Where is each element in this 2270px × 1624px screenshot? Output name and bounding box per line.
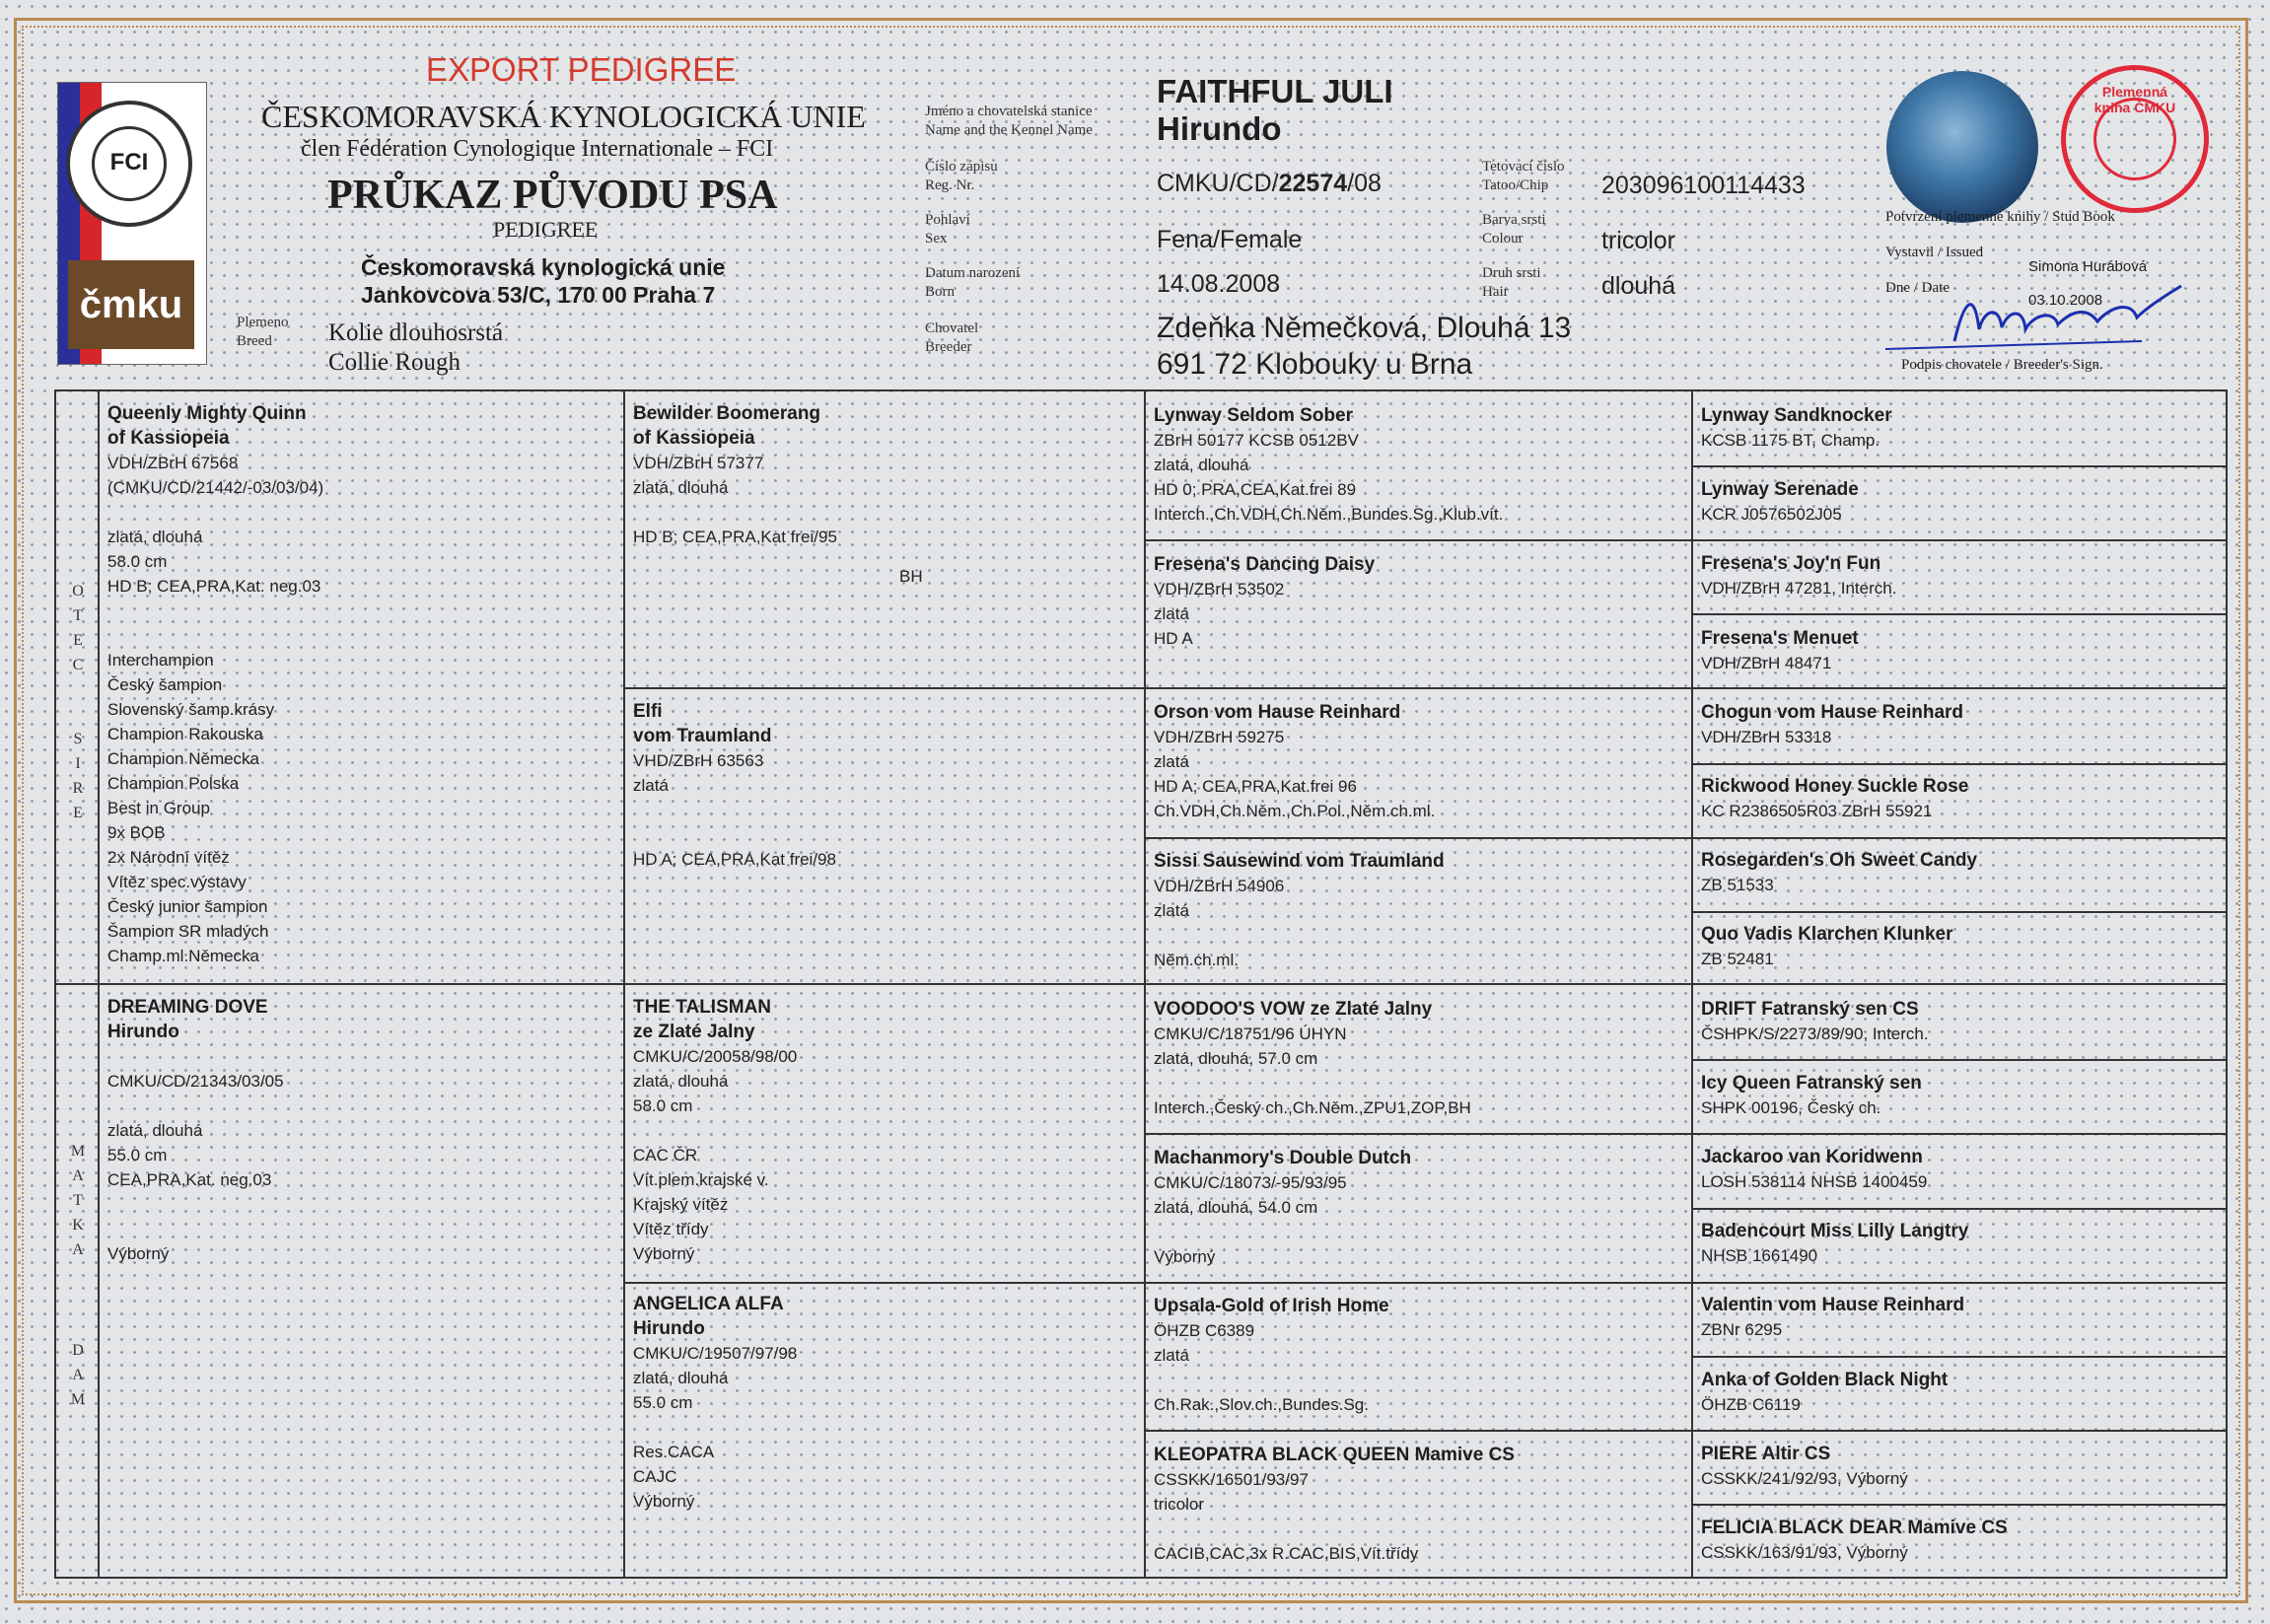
ancestor-detail [107, 1217, 615, 1241]
ancestor-gen2 [633, 995, 1136, 1266]
ancestor-detail: CSSKK/163/91/93, Výborný [1701, 1543, 1908, 1562]
ancestor-detail: zlatá, dlouhá, 57.0 cm [1154, 1049, 1318, 1068]
ancestor-detail: 55.0 cm [107, 1146, 168, 1165]
ancestor-gen3 [1154, 849, 1686, 972]
ancestor-name: Lynway Serenade [1701, 479, 1859, 501]
ancestor-detail: ZB 52481 [1701, 950, 1774, 969]
stud-book-label: Potvrzení plemenné knihy / Stud Book [1885, 209, 2115, 225]
breeder-sign-label: Podpis chovatele / Breeder's Sign. [1901, 357, 2103, 373]
tattoo-label: Tetovací číslo Tatoo/Chip [1482, 159, 1565, 193]
ancestor-detail: HD A; CEA,PRA,Kat.frei 96 [1154, 777, 1357, 796]
signature-icon [1885, 280, 2201, 359]
ancestor-detail: zlatá [633, 776, 669, 795]
org-name: ČESKOMORAVSKÁ KYNOLOGICKÁ UNIE [261, 99, 866, 134]
ancestor-detail: tricolor [1154, 1494, 1205, 1514]
ancestor-gen4 [1701, 1368, 2219, 1417]
fci-emblem-icon: FCI [66, 101, 192, 227]
ancestor-name: of Kassiopeia [107, 428, 230, 449]
ancestor-gen3 [1154, 997, 1686, 1120]
ancestor-detail: HD B; CEA,PRA,Kat frei/95 [633, 528, 837, 546]
ancestor-detail: VDH/ZBrH 48471 [1701, 653, 1832, 672]
ancestor-gen1 [107, 401, 615, 968]
ancestor-detail: Šampion SR mladých [107, 922, 269, 941]
ancestor-gen4 [1701, 403, 2219, 453]
ancestor-detail: Vít.plem.krajské v. [633, 1170, 769, 1189]
ancestor-detail [633, 500, 1136, 525]
reg-number: CMKU/CD/22574/08 [1157, 170, 1382, 197]
ancestor-detail: VDH/ZBrH 53318 [1701, 727, 1832, 746]
ancestor-detail: Interch.,Ch.VDH,Ch.Něm.,Bundes.Sg.,Klub.vít. [1154, 505, 1504, 524]
ancestor-name: ze Zlaté Jalny [633, 1022, 755, 1042]
ancestor-gen3 [1154, 1146, 1686, 1269]
ancestor-detail: HD A; CEA,PRA,Kat frei/98 [633, 850, 836, 869]
ancestor-name: vom Traumland [633, 726, 772, 746]
ancestor-detail: CEA,PRA,Kat. neg.03 [107, 1170, 272, 1189]
ancestor-gen3 [1154, 1443, 1686, 1566]
hair-value: dlouhá [1601, 272, 1676, 300]
ancestor-detail: ZBrH 50177 KCSB 0512BV [1154, 431, 1359, 450]
ancestor-detail [107, 1192, 615, 1217]
ancestor-name: VOODOO'S VOW ze Zlaté Jalny [1154, 999, 1433, 1020]
ancestor-name: Chogun vom Hause Reinhard [1701, 701, 1964, 723]
ancestor-detail: HD 0; PRA,CEA,Kat.frei 89 [1154, 480, 1357, 499]
export-title: EXPORT PEDIGREE [426, 51, 737, 88]
org-address-line2: Jankovcova 53/C, 170 00 Praha 7 [361, 282, 716, 308]
ancestor-detail: KCR J0576502J05 [1701, 505, 1842, 525]
ancestor-name: Fresena's Menuet [1701, 627, 1859, 649]
colour-value: tricolor [1601, 227, 1676, 254]
ancestor-name: Machanmory's Double Dutch [1154, 1147, 1412, 1168]
ancestor-gen3 [1154, 1294, 1686, 1417]
stud-book-stamp-icon: Plemenná kniha ČMKU [2061, 65, 2209, 213]
org-member: člen Fédération Cynologique Internationale – FCI [301, 136, 774, 162]
dog-name: FAITHFUL JULI [1157, 73, 1393, 109]
ancestor-gen4 [1701, 700, 2219, 749]
ancestor-detail [107, 1094, 615, 1118]
ancestor-name: Upsala-Gold of Irish Home [1154, 1296, 1389, 1316]
ancestor-name: Jackaroo van Koridwenn [1701, 1147, 1923, 1167]
breed-value-cz: Kolie dlouhosrstá [328, 319, 504, 346]
ancestor-name: DRIFT Fatranský sen CS [1701, 998, 1919, 1020]
ancestor-detail: zlatá, dlouhá [1154, 456, 1249, 474]
doc-title: PRŮKAZ PŮVODU PSA [327, 173, 778, 218]
side-label-sire-en: S I R E [72, 731, 84, 821]
ancestor-detail [107, 1044, 615, 1069]
ancestor-detail: KC R2386505R03 ZBrH 55921 [1701, 802, 1933, 820]
ancestor-detail: zlatá, dlouhá [633, 478, 729, 497]
cmku-emblem-icon: čmku [68, 260, 194, 349]
ancestor-gen3 [1154, 552, 1686, 651]
breed-value-en: Collie Rough [328, 349, 461, 376]
ancestor-gen2 [633, 401, 1136, 586]
ancestor-detail [1154, 1368, 1686, 1392]
org-address-line1: Českomoravská kynologická unie [361, 254, 726, 280]
ancestor-detail: VDH/ZBrH 53502 [1154, 579, 1285, 599]
colour-label: Barva srsti Colour [1482, 212, 1546, 247]
ancestor-detail: HD B; CEA,PRA,Kat. neg.03 [107, 577, 321, 596]
issued-by: Simona Hurábová [2028, 258, 2148, 275]
ancestor-gen4 [1701, 1516, 2219, 1565]
ancestor-name: ANGELICA ALFA [633, 1294, 784, 1314]
ancestor-name: Rosegarden's Oh Sweet Candy [1701, 850, 1978, 872]
tattoo-value: 203096100114433 [1601, 172, 1806, 199]
ancestor-detail: Výborný [107, 1244, 170, 1263]
ancestor-detail [107, 623, 615, 648]
ancestor-detail: CMKU/C/18751/96 ÚHYN [1154, 1024, 1347, 1043]
ancestor-detail: 55.0 cm [633, 1393, 693, 1412]
hair-label: Druh srsti Hair [1482, 265, 1541, 300]
ancestor-detail: CMKU/C/18073/-95/93/95 [1154, 1172, 1347, 1192]
ancestor-detail: VDH/ZBrH 57377 [633, 454, 764, 472]
sex-value: Fena/Female [1157, 226, 1303, 253]
ancestor-gen4 [1701, 477, 2219, 527]
ancestor-detail: Vítěz třídy [633, 1220, 709, 1238]
breeder-line1: Zdeňka Němečková, Dlouhá 13 [1157, 312, 1572, 344]
ancestor-detail: CSSKK/241/92/93, Výborný [1701, 1468, 1908, 1488]
ancestor-detail: Champion Německa [107, 749, 260, 768]
ancestor-detail [1154, 1071, 1686, 1095]
ancestor-detail: ÖHZB C6389 [1154, 1321, 1255, 1340]
ancestor-detail [107, 500, 615, 525]
ancestor-gen3 [1154, 403, 1686, 527]
ancestor-name: FELICIA BLACK DEAR Mamive CS [1701, 1518, 2008, 1538]
ancestor-detail [633, 798, 1136, 822]
ancestor-name: Badencourt Miss Lilly Langtry [1701, 1221, 1969, 1242]
ancestor-detail: Krajský vítěz [633, 1195, 729, 1214]
ancestor-detail: Vítěz spec.výstavy [107, 873, 247, 891]
ancestor-detail: VDH/ZBrH 47281, Interch. [1701, 579, 1897, 599]
ancestor-detail: Champ.ml.Německa [107, 947, 259, 965]
breeder-line2: 691 72 Klobouky u Brna [1157, 348, 1473, 381]
ancestor-detail: Ch.Rak.,Slov.ch.,Bundes.Sg. [1154, 1395, 1369, 1414]
hologram-seal-icon [1886, 71, 2038, 223]
ancestor-detail: 58.0 cm [107, 552, 168, 571]
ancestor-gen4 [1701, 922, 2219, 971]
ancestor-detail: ÖHZB C6119 [1701, 1394, 1801, 1414]
ancestor-detail: CMKU/C/20058/98/00 [633, 1047, 798, 1066]
name-label: Jméno a chovatelská stanice Name and the Kennel Name [925, 104, 1093, 138]
ancestor-detail: zlatá, dlouhá [107, 1121, 203, 1140]
ancestor-detail: Interchampion [107, 651, 214, 670]
ancestor-detail: ZBNr 6295 [1701, 1320, 1783, 1340]
ancestor-gen4 [1701, 1219, 2219, 1268]
ancestor-name: Fresena's Joy'n Fun [1701, 553, 1881, 575]
ancestor-detail [633, 1118, 1136, 1143]
ancestor-detail: ZB 51533 [1701, 876, 1774, 895]
side-label-sire-cz: O T E C [72, 583, 84, 673]
ancestor-gen4 [1701, 1071, 2219, 1120]
ancestor-name: THE TALISMAN [633, 997, 772, 1018]
ancestor-gen1 [107, 995, 615, 1266]
doc-subtitle: PEDIGREE [493, 217, 599, 242]
ancestor-detail: Výborný [1154, 1246, 1216, 1266]
ancestor-detail: CACIB,CAC,3x R.CAC,BIS,Vít.třídy [1154, 1543, 1419, 1563]
ancestor-detail: Výborný [633, 1492, 695, 1511]
sex-label: Pohlaví Sex [925, 212, 970, 247]
ancestor-gen4 [1701, 774, 2219, 823]
ancestor-detail: 9x BOB [107, 823, 166, 842]
ancestor-name: Rickwood Honey Suckle Rose [1701, 776, 1969, 797]
ancestor-detail: zlatá, dlouhá, 54.0 cm [1154, 1197, 1318, 1217]
ancestor-gen2 [633, 1292, 1136, 1514]
ancestor-name: KLEOPATRA BLACK QUEEN Mamive CS [1154, 1444, 1515, 1465]
ancestor-name: Hirundo [107, 1022, 179, 1042]
ancestor-detail [1154, 1517, 1686, 1541]
ancestor-detail: 58.0 cm [633, 1096, 693, 1115]
ancestor-detail: VHD/ZBrH 63563 [633, 751, 764, 770]
ancestor-detail: SHPK 00196, Český ch. [1701, 1097, 1881, 1117]
ancestor-detail: Best in Group [107, 799, 210, 817]
ancestor-detail: HD A [1154, 628, 1193, 648]
ancestor-gen3 [1154, 700, 1686, 823]
ancestor-detail [107, 599, 615, 623]
ancestor-detail: VDH/ZBrH 59275 [1154, 728, 1285, 746]
ancestor-detail: Český junior šampion [107, 897, 268, 916]
ancestor-name: Quo Vadis Klarchen Klunker [1701, 924, 1953, 946]
ancestor-name: PIERE Altir CS [1701, 1443, 1831, 1464]
ancestor-name: Lynway Seldom Sober [1154, 405, 1354, 426]
breeder-label: Chovatel Breeder [925, 320, 979, 355]
ancestor-detail: VDH/ZBrH 67568 [107, 454, 239, 472]
issue-date: 03.10.2008 [2028, 292, 2103, 309]
ancestor-detail: LOSH 538114 NHSB 1400459 [1701, 1172, 1928, 1191]
ancestor-detail: KCSB 1175 BT, Champ. [1701, 431, 1880, 450]
ancestor-gen4 [1701, 1293, 2219, 1342]
ancestor-detail: Výborný [633, 1244, 695, 1263]
ancestor-title-badge: BH [899, 567, 923, 586]
ancestor-name: Elfi [633, 701, 663, 722]
ancestor-gen4 [1701, 848, 2219, 897]
ancestor-name: Valentin vom Hause Reinhard [1701, 1295, 1965, 1316]
ancestor-name: Queenly Mighty Quinn [107, 403, 307, 424]
ancestor-detail: zlatá, dlouhá [633, 1369, 729, 1387]
ancestor-detail: Ch.VDH,Ch.Něm.,Ch.Pol.,Něm.ch.ml. [1154, 802, 1436, 820]
ancestor-name: DREAMING DOVE [107, 997, 268, 1018]
ancestor-detail: Champion Polska [107, 774, 240, 793]
ancestor-name: Sissi Sausewind vom Traumland [1154, 850, 1445, 872]
ancestor-detail: NHSB 1661490 [1701, 1246, 1818, 1266]
ancestor-detail: Český šampion [107, 675, 223, 694]
ancestor-name: Anka of Golden Black Night [1701, 1369, 1949, 1390]
ancestor-gen4 [1701, 626, 2219, 675]
ancestor-gen4 [1701, 551, 2219, 600]
fci-cmku-logo [57, 82, 207, 365]
ancestor-detail [1154, 923, 1686, 948]
ancestor-name: Icy Queen Fatranský sen [1701, 1072, 1922, 1094]
ancestor-detail: Interch.,Český ch.,Ch.Něm.,ZPU1,ZOP,BH [1154, 1098, 1471, 1117]
ancestor-detail: Champion Rakouska [107, 725, 263, 743]
ancestor-detail: CMKU/C/19507/97/98 [633, 1344, 798, 1363]
ancestor-detail: CAJC [633, 1467, 677, 1486]
ancestor-name: Lynway Sandknocker [1701, 405, 1892, 426]
born-value: 14.08.2008 [1157, 270, 1281, 298]
ancestor-detail: zlatá [1154, 752, 1189, 771]
ancestor-detail [633, 1415, 1136, 1440]
ancestor-detail: 2x Národní vítěz [107, 848, 230, 867]
ancestor-detail: ČSHPK/S/2273/89/90, Interch. [1701, 1024, 1929, 1043]
ancestor-name: Fresena's Dancing Daisy [1154, 553, 1376, 575]
ancestor-detail [1154, 1220, 1686, 1244]
born-label: Datum narození Born [925, 265, 1021, 300]
ancestor-gen2 [633, 699, 1136, 872]
date-label: Dne / Date [1885, 280, 1950, 296]
ancestor-detail: zlatá, dlouhá [107, 528, 203, 546]
ancestor-detail: Něm.ch.ml. [1154, 950, 1239, 969]
pedigree-table [54, 389, 2228, 1579]
side-label-dam-cz: M A T K A [70, 1143, 86, 1258]
dog-kennel: Hirundo [1157, 110, 1282, 147]
ancestor-detail: zlatá [1154, 1346, 1189, 1365]
ancestor-detail: CSSKK/16501/93/97 [1154, 1469, 1309, 1489]
ancestor-gen4 [1701, 997, 2219, 1046]
ancestor-name: of Kassiopeia [633, 428, 755, 449]
ancestor-detail: Slovenský šamp.krásy [107, 700, 275, 719]
ancestor-gen4 [1701, 1145, 2219, 1194]
ancestor-detail: CAC ČR [633, 1146, 698, 1165]
ancestor-detail [633, 822, 1136, 847]
issued-label: Vystavil / Issued [1885, 245, 1984, 260]
ancestor-detail: zlatá, dlouhá [633, 1072, 729, 1091]
ancestor-name: Bewilder Boomerang [633, 403, 821, 424]
side-label-dam-en: D A M [70, 1342, 86, 1408]
ancestor-name: Orson vom Hause Reinhard [1154, 702, 1401, 723]
ancestor-name: Hirundo [633, 1318, 705, 1339]
ancestor-detail: Res.CACA [633, 1443, 715, 1461]
ancestor-detail: zlatá [1154, 603, 1189, 623]
reg-label: Číslo zápisu Reg. Nr. [925, 159, 998, 193]
ancestor-detail: CMKU/CD/21343/03/05 [107, 1072, 284, 1091]
ancestor-detail: (CMKU/CD/21442/-03/03/04) [107, 478, 324, 497]
ancestor-detail: zlatá [1154, 900, 1189, 920]
ancestor-detail: VDH/ZBrH 54906 [1154, 876, 1285, 895]
breed-label: Plemeno Breed [237, 315, 289, 349]
ancestor-gen4 [1701, 1442, 2219, 1491]
